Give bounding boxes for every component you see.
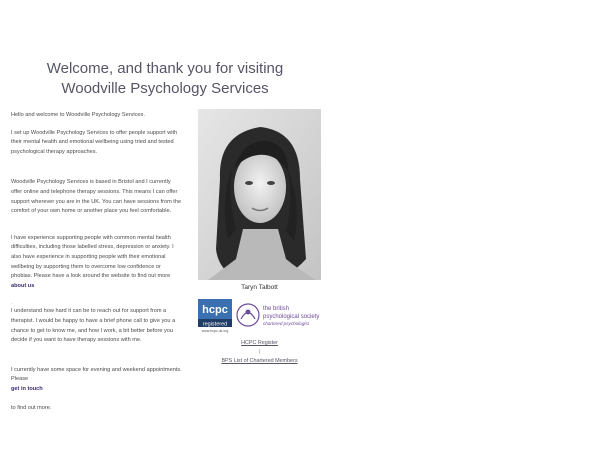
location-paragraph: Woodville Psychology Services is based in Bristol and I currently offer online and telephone therapy sessions. This means I can offer support wherever you are in the UK. You can have sessions from the comfort of your own home or another place you feel comfortable.: [11, 179, 182, 215]
portrait-icon: [198, 109, 321, 280]
intro-paragraph: Hello and welcome to Woodville Psychology Services.: [11, 112, 145, 118]
bps-logo-line1: the british: [263, 306, 290, 312]
page-title: Welcome, and thank you for visiting Woodville Psychology Services: [46, 60, 284, 97]
hcpc-logo[interactable]: [198, 299, 232, 333]
bps-members-link[interactable]: BPS List of Chartered Members: [221, 358, 298, 364]
get-in-touch-link[interactable]: get in touch: [11, 385, 43, 392]
hcpc-logo-label: registered: [202, 321, 228, 328]
registration-links: [198, 339, 321, 366]
bps-logo-line3: chartered psychologist: [263, 321, 309, 326]
main-content: [11, 111, 183, 414]
bps-logo[interactable]: [236, 300, 320, 331]
about-us-link[interactable]: about us: [11, 282, 35, 289]
portrait-photo: [198, 109, 321, 280]
about-paragraph: I set up Woodville Psychology Services to offer people support with their mental health and emotional wellbeing using tried and tested psychological therapy approaches.: [11, 129, 178, 155]
link-separator: |: [258, 349, 261, 355]
find-out-more-text: to find out more.: [11, 405, 52, 412]
separator-dot: .: [11, 300, 13, 307]
hcpc-logo-url: www.hcpc-uk.org: [201, 329, 229, 333]
experience-paragraph: [11, 234, 183, 292]
hcpc-registered-icon: [198, 299, 232, 333]
availability-paragraph: [11, 366, 183, 395]
experience-text: I have experience supporting people with common mental health difficulties, including those labelled stress, depression or anxiety. I also have experience in supporting people with their emotional wellbeing by supporting them to overcome low confidence or phobias. Please have a look around the website to find out more: [11, 234, 174, 280]
hcpc-register-link[interactable]: HCPC Register: [241, 340, 278, 346]
contact-paragraph: I understand how hard it can be to reach out for support from a therapist. I would be happy to have a brief phone call to give you a chance to get to know me, and how I work, a bit better before you decide if you want to have therapy sessions with me.: [11, 308, 176, 344]
hcpc-logo-text: hcpc: [202, 304, 228, 316]
bps-logo-line2: psychological society: [263, 314, 320, 320]
bps-chartered-icon: [236, 300, 320, 331]
photo-caption: Taryn Talbott: [241, 284, 278, 291]
availability-text: I currently have some space for evening and weekend appointments. Please: [11, 366, 182, 383]
